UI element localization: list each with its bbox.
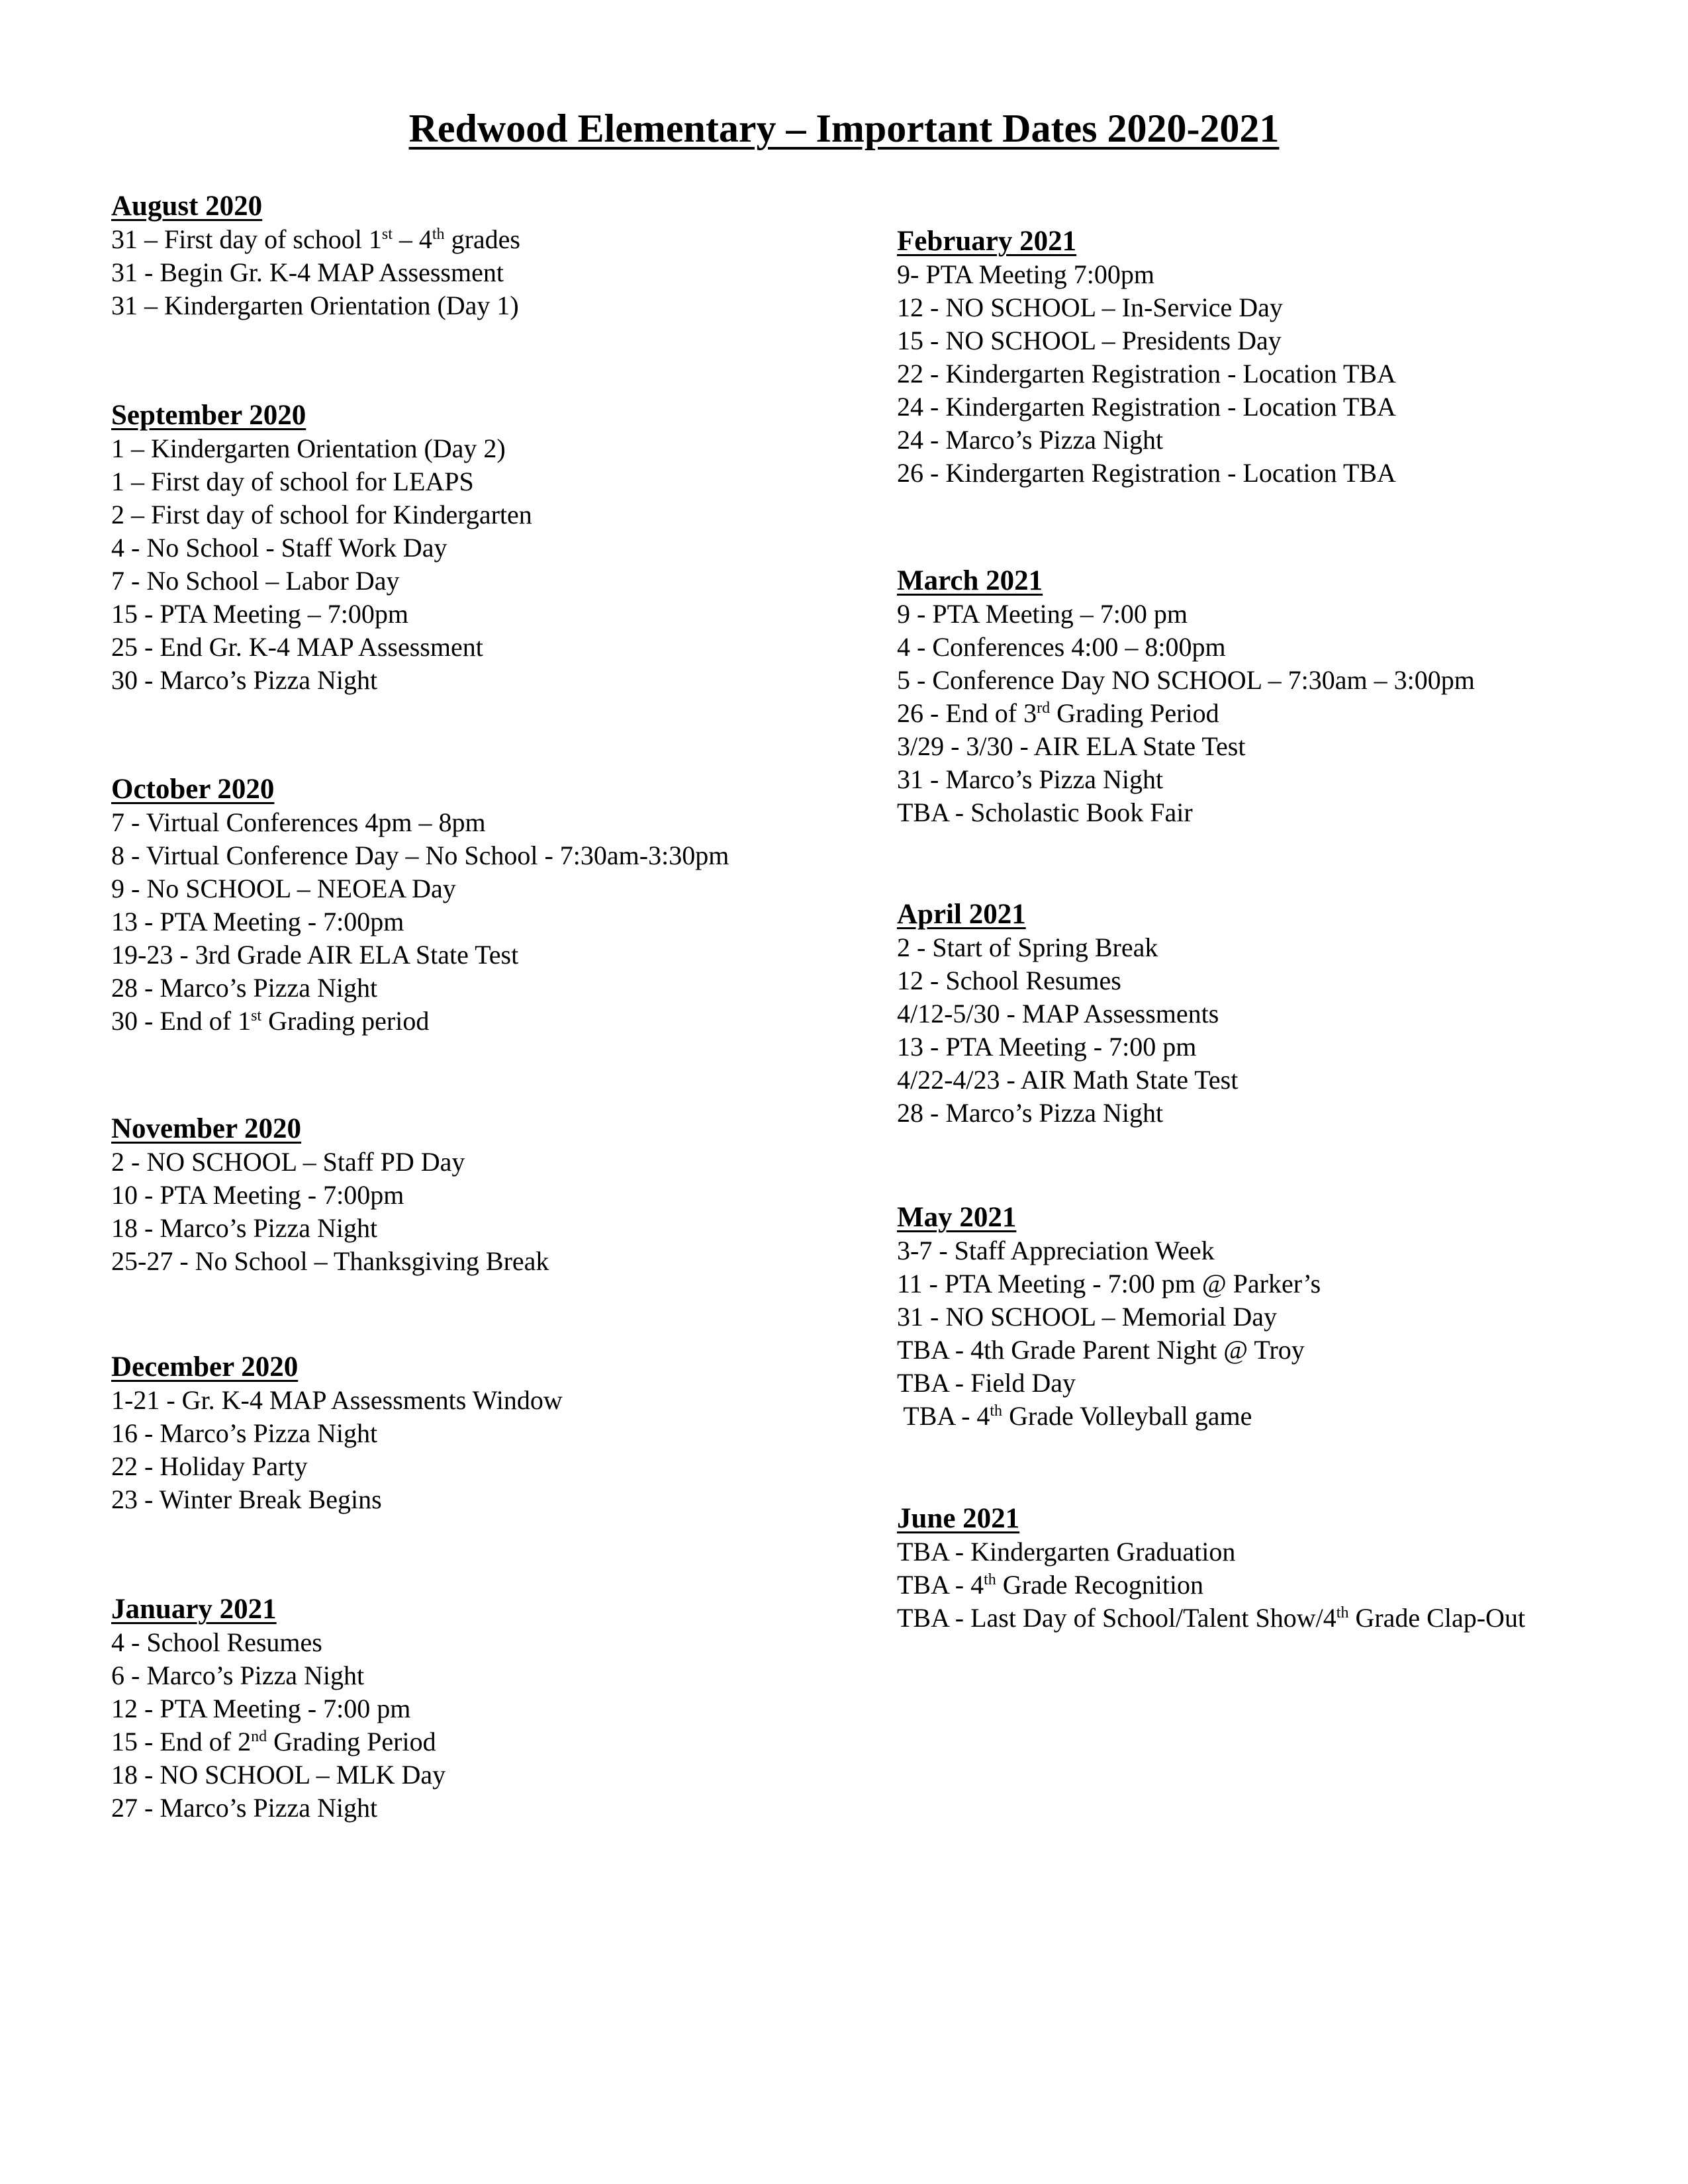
- event-text: 15 - PTA Meeting – 7:00pm: [111, 599, 409, 629]
- month-heading: January 2021: [111, 1594, 277, 1625]
- event-item: [111, 1483, 563, 1516]
- page-title: Redwood Elementary – Important Dates 2020-2021: [408, 107, 1280, 151]
- event-item: [111, 1005, 729, 1038]
- event-list: [111, 223, 520, 322]
- event-item: [897, 1367, 1321, 1400]
- event-text: 9 - PTA Meeting – 7:00 pm: [897, 599, 1188, 629]
- event-text: Grade Clap-Out: [1348, 1603, 1526, 1633]
- event-list: [111, 1626, 445, 1825]
- event-text: 28 - Marco’s Pizza Night: [111, 973, 378, 1003]
- event-text: 1-21 - Gr. K-4 MAP Assessments Window: [111, 1385, 563, 1415]
- event-item: [897, 1535, 1525, 1569]
- month-section: [897, 1502, 1525, 1635]
- month-heading: September 2020: [111, 400, 306, 431]
- month-heading: August 2020: [111, 191, 263, 222]
- event-text: 9- PTA Meeting 7:00pm: [897, 259, 1155, 289]
- event-item: [111, 1146, 549, 1179]
- event-text: 4 - School Resumes: [111, 1627, 322, 1657]
- event-text: 24 - Marco’s Pizza Night: [897, 425, 1164, 455]
- ordinal-suffix: st: [251, 1007, 262, 1024]
- event-text: 2 – First day of school for Kindergarten: [111, 500, 532, 529]
- event-text: 31 – First day of school 1: [111, 224, 382, 254]
- event-item: [111, 1212, 549, 1245]
- event-item: [897, 931, 1238, 964]
- event-text: 13 - PTA Meeting - 7:00 pm: [897, 1032, 1197, 1062]
- event-list: [897, 931, 1238, 1130]
- event-item: [897, 631, 1475, 664]
- ordinal-suffix: th: [990, 1402, 1003, 1420]
- event-item: [897, 291, 1396, 324]
- month-heading: April 2021: [897, 899, 1026, 930]
- event-list: [111, 432, 532, 697]
- event-text: 24 - Kindergarten Registration - Location TBA: [897, 392, 1396, 422]
- event-item: [111, 531, 532, 565]
- event-text: 31 – Kindergarten Orientation (Day 1): [111, 291, 519, 320]
- event-text: 12 - PTA Meeting - 7:00 pm: [111, 1694, 411, 1723]
- event-text: 31 - NO SCHOOL – Memorial Day: [897, 1302, 1278, 1332]
- event-item: [111, 465, 532, 498]
- event-item: [897, 1030, 1238, 1064]
- month-section: [897, 1201, 1321, 1433]
- event-text: 9 - No SCHOOL – NEOEA Day: [111, 874, 456, 903]
- event-item: [897, 763, 1475, 796]
- ordinal-suffix: th: [1336, 1604, 1349, 1621]
- event-text: 11 - PTA Meeting - 7:00 pm @ Parker’s: [897, 1269, 1321, 1298]
- event-list: [897, 258, 1396, 490]
- event-text: 4 - Conferences 4:00 – 8:00pm: [897, 632, 1226, 662]
- event-item: [111, 631, 532, 664]
- event-item: [897, 598, 1475, 631]
- event-text: 13 - PTA Meeting - 7:00pm: [111, 907, 404, 936]
- event-text: Grade Recognition: [996, 1570, 1204, 1600]
- event-item: [897, 997, 1238, 1030]
- month-heading: June 2021: [897, 1503, 1020, 1534]
- event-text: 22 - Kindergarten Registration - Location TBA: [897, 359, 1396, 388]
- event-text: – 4: [392, 224, 432, 254]
- event-item: [111, 565, 532, 598]
- event-item: [111, 432, 532, 465]
- event-item: [897, 1064, 1238, 1097]
- event-item: [897, 730, 1475, 763]
- event-text: Grading period: [261, 1006, 430, 1036]
- event-text: TBA - 4th Grade Parent Night @ Troy: [897, 1335, 1305, 1365]
- event-item: [897, 390, 1396, 424]
- event-item: [897, 324, 1396, 357]
- event-item: [111, 1758, 445, 1792]
- event-item: [111, 1659, 445, 1692]
- event-text: 27 - Marco’s Pizza Night: [111, 1793, 378, 1823]
- event-text: TBA - Kindergarten Graduation: [897, 1537, 1236, 1567]
- event-item: [897, 1569, 1525, 1602]
- event-text: 7 - Virtual Conferences 4pm – 8pm: [111, 807, 486, 837]
- event-text: 5 - Conference Day NO SCHOOL – 7:30am – 3:00pm: [897, 665, 1475, 695]
- event-text: TBA - Last Day of School/Talent Show/4: [897, 1603, 1336, 1633]
- event-list: [897, 598, 1475, 829]
- ordinal-suffix: rd: [1037, 700, 1051, 717]
- event-item: [111, 223, 520, 256]
- event-text: 2 - NO SCHOOL – Staff PD Day: [111, 1147, 465, 1177]
- event-item: [111, 905, 729, 938]
- month-heading: October 2020: [111, 774, 275, 805]
- event-item: [111, 1417, 563, 1450]
- event-item: [897, 1602, 1525, 1635]
- month-heading: December 2020: [111, 1351, 299, 1383]
- event-text: grades: [444, 224, 520, 254]
- month-heading: February 2021: [897, 226, 1077, 257]
- event-item: [111, 1792, 445, 1825]
- event-list: [897, 1234, 1321, 1433]
- event-text: 8 - Virtual Conference Day – No School - 7:30am-3:30pm: [111, 841, 729, 870]
- event-item: [897, 1400, 1321, 1433]
- event-text: 7 - No School – Labor Day: [111, 566, 400, 596]
- event-list: [111, 1146, 549, 1278]
- month-section: [111, 773, 729, 1038]
- event-text: Grading Period: [267, 1727, 436, 1756]
- event-text: 6 - Marco’s Pizza Night: [111, 1661, 365, 1690]
- event-item: [897, 424, 1396, 457]
- event-text: 3-7 - Staff Appreciation Week: [897, 1236, 1215, 1265]
- event-text: 28 - Marco’s Pizza Night: [897, 1098, 1164, 1128]
- event-text: 2 - Start of Spring Break: [897, 933, 1158, 962]
- event-item: [897, 357, 1396, 390]
- event-text: 12 - School Resumes: [897, 966, 1121, 995]
- event-text: TBA - 4: [897, 1401, 990, 1431]
- ordinal-suffix: st: [381, 226, 393, 243]
- event-text: 15 - NO SCHOOL – Presidents Day: [897, 326, 1282, 355]
- event-item: [111, 1245, 549, 1278]
- month-section: [111, 1351, 563, 1516]
- event-text: 22 - Holiday Party: [111, 1451, 308, 1481]
- event-text: 30 - End of 1: [111, 1006, 252, 1036]
- event-item: [111, 806, 729, 839]
- month-section: [111, 1593, 445, 1825]
- event-list: [111, 1384, 563, 1516]
- month-heading: November 2020: [111, 1113, 302, 1144]
- event-item: [111, 872, 729, 905]
- event-text: TBA - Scholastic Book Fair: [897, 797, 1193, 827]
- event-item: [897, 1267, 1321, 1300]
- event-text: 18 - Marco’s Pizza Night: [111, 1213, 378, 1243]
- event-text: 15 - End of 2: [111, 1727, 252, 1756]
- event-item: [111, 1179, 549, 1212]
- event-text: 1 – First day of school for LEAPS: [111, 467, 474, 496]
- event-item: [111, 498, 532, 531]
- event-text: 4/12-5/30 - MAP Assessments: [897, 999, 1219, 1028]
- month-section: [897, 565, 1475, 829]
- event-item: [897, 697, 1475, 730]
- event-item: [111, 1725, 445, 1758]
- event-item: [111, 972, 729, 1005]
- event-text: Grade Volleyball game: [1002, 1401, 1252, 1431]
- event-text: 12 - NO SCHOOL – In-Service Day: [897, 293, 1283, 322]
- event-text: 1 – Kindergarten Orientation (Day 2): [111, 433, 506, 463]
- event-item: [111, 839, 729, 872]
- ordinal-suffix: th: [432, 226, 445, 243]
- event-item: [111, 1692, 445, 1725]
- event-item: [111, 1626, 445, 1659]
- event-item: [897, 457, 1396, 490]
- event-text: 31 - Begin Gr. K-4 MAP Assessment: [111, 257, 504, 287]
- event-item: [111, 664, 532, 697]
- event-text: 23 - Winter Break Begins: [111, 1484, 382, 1514]
- event-item: [111, 289, 520, 322]
- event-text: 25-27 - No School – Thanksgiving Break: [111, 1246, 549, 1276]
- event-text: 31 - Marco’s Pizza Night: [897, 764, 1164, 794]
- ordinal-suffix: th: [984, 1571, 996, 1588]
- event-item: [897, 1234, 1321, 1267]
- event-text: 19-23 - 3rd Grade AIR ELA State Test: [111, 940, 519, 970]
- month-section: [897, 225, 1396, 490]
- event-item: [897, 258, 1396, 291]
- event-text: 18 - NO SCHOOL – MLK Day: [111, 1760, 446, 1790]
- event-text: 26 - Kindergarten Registration - Location TBA: [897, 458, 1396, 488]
- month-section: [111, 399, 532, 697]
- event-text: 10 - PTA Meeting - 7:00pm: [111, 1180, 404, 1210]
- event-item: [897, 796, 1475, 829]
- month-section: [111, 190, 520, 322]
- month-section: [111, 1113, 549, 1278]
- event-list: [111, 806, 729, 1038]
- event-item: [111, 938, 729, 972]
- event-text: 30 - Marco’s Pizza Night: [111, 665, 378, 695]
- event-item: [111, 1384, 563, 1417]
- event-item: [897, 664, 1475, 697]
- month-section: [897, 898, 1238, 1130]
- month-heading: May 2021: [897, 1202, 1017, 1233]
- event-text: 3/29 - 3/30 - AIR ELA State Test: [897, 731, 1246, 761]
- event-text: 4/22-4/23 - AIR Math State Test: [897, 1065, 1239, 1095]
- event-text: TBA - Field Day: [897, 1368, 1076, 1398]
- event-text: TBA - 4: [897, 1570, 984, 1600]
- event-item: [897, 1097, 1238, 1130]
- event-text: 26 - End of 3: [897, 698, 1037, 728]
- event-item: [897, 964, 1238, 997]
- ordinal-suffix: nd: [251, 1728, 267, 1745]
- event-item: [111, 1450, 563, 1483]
- event-item: [111, 256, 520, 289]
- month-heading: March 2021: [897, 565, 1043, 596]
- event-item: [897, 1334, 1321, 1367]
- event-text: 16 - Marco’s Pizza Night: [111, 1418, 378, 1448]
- event-text: 4 - No School - Staff Work Day: [111, 533, 447, 563]
- event-item: [111, 598, 532, 631]
- event-text: Grading Period: [1050, 698, 1219, 728]
- event-item: [897, 1300, 1321, 1334]
- event-list: [897, 1535, 1525, 1635]
- event-text: 25 - End Gr. K-4 MAP Assessment: [111, 632, 483, 662]
